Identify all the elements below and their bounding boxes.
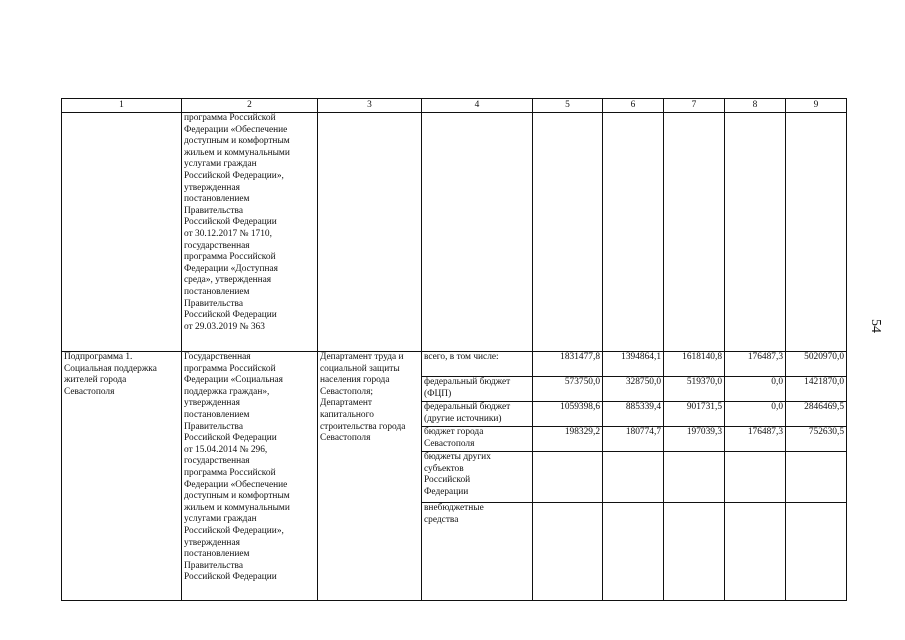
value-col-5 <box>533 503 603 601</box>
continuation-col-5 <box>533 113 603 352</box>
continuation-col-6 <box>603 113 664 352</box>
value-col-5: 198329,2 <box>533 427 603 452</box>
header-col-1: 1 <box>62 99 182 113</box>
value-col-8 <box>725 452 786 503</box>
value-col-7: 901731,5 <box>664 402 725 427</box>
continuation-col-4 <box>422 113 533 352</box>
budget-table <box>61 98 847 601</box>
header-row <box>62 99 847 113</box>
continuation-basis-text: программа Российской Федерации «Обеспечение доступным и комфортным жильем и коммунальными услугами граждан Российской Федерации», утвержденная постановлением Правительства Российской Федерации от 30.12.2017 № 1710, государственная программа Российской Федерации «Доступная среда», утвержденная постановлением Правительства Российской Федерации от 29.03.2019 № 363 <box>182 113 318 352</box>
continuation-row <box>62 113 847 352</box>
value-col-6: 1394864,1 <box>603 352 664 377</box>
continuation-col-7 <box>664 113 725 352</box>
page-number: 54 <box>868 319 883 333</box>
header-col-3: 3 <box>318 99 422 113</box>
continuation-col-8 <box>725 113 786 352</box>
value-col-5: 573750,0 <box>533 377 603 402</box>
funding-source: внебюджетные средства <box>422 503 533 601</box>
funding-source: федеральный бюджет (другие источники) <box>422 402 533 427</box>
value-col-6 <box>603 452 664 503</box>
continuation-col-9 <box>786 113 847 352</box>
value-col-5: 1831477,8 <box>533 352 603 377</box>
value-col-8: 0,0 <box>725 402 786 427</box>
header-col-6: 6 <box>603 99 664 113</box>
value-col-9 <box>786 503 847 601</box>
funding-source: бюджеты других субъектов Российской Федерации <box>422 452 533 503</box>
header-col-4: 4 <box>422 99 533 113</box>
value-col-7: 1618140,8 <box>664 352 725 377</box>
funding-source: всего, в том числе: <box>422 352 533 377</box>
continuation-col-3 <box>318 113 422 352</box>
subprogram-executors: Департамент труда и социальной защиты населения города Севастополя; Департамент капитального строительства города Севастополя <box>318 352 422 601</box>
value-col-6: 328750,0 <box>603 377 664 402</box>
value-col-7 <box>664 452 725 503</box>
value-col-5: 1059398,6 <box>533 402 603 427</box>
value-col-7 <box>664 503 725 601</box>
value-col-6: 180774,7 <box>603 427 664 452</box>
header-col-2: 2 <box>182 99 318 113</box>
value-col-9: 752630,5 <box>786 427 847 452</box>
value-col-9: 5020970,0 <box>786 352 847 377</box>
subprogram-name: Подпрограмма 1. Социальная поддержка жителей города Севастополя <box>62 352 182 601</box>
funding-source: федеральный бюджет (ФЦП) <box>422 377 533 402</box>
value-col-8: 176487,3 <box>725 352 786 377</box>
header-col-9: 9 <box>786 99 847 113</box>
header-col-7: 7 <box>664 99 725 113</box>
header-col-5: 5 <box>533 99 603 113</box>
value-col-8 <box>725 503 786 601</box>
value-col-5 <box>533 452 603 503</box>
funding-source: бюджет города Севастополя <box>422 427 533 452</box>
value-col-8: 176487,3 <box>725 427 786 452</box>
value-col-8: 0,0 <box>725 377 786 402</box>
value-col-9: 2846469,5 <box>786 402 847 427</box>
value-col-9: 1421870,0 <box>786 377 847 402</box>
value-col-7: 519370,0 <box>664 377 725 402</box>
value-col-9 <box>786 452 847 503</box>
value-col-7: 197039,3 <box>664 427 725 452</box>
header-col-8: 8 <box>725 99 786 113</box>
table-row <box>62 352 847 377</box>
value-col-6 <box>603 503 664 601</box>
value-col-6: 885339,4 <box>603 402 664 427</box>
continuation-col-1 <box>62 113 182 352</box>
subprogram-basis: Государственная программа Российской Федерации «Социальная поддержка граждан», утвержденная постановлением Правительства Российской Федерации от 15.04.2014 № 296, государственная программа Российской Федерации «Обеспечение доступным и комфортным жильем и коммунальными услугами граждан Российской Федерации», утвержденная постановлением Правительства Российской Федерации <box>182 352 318 601</box>
